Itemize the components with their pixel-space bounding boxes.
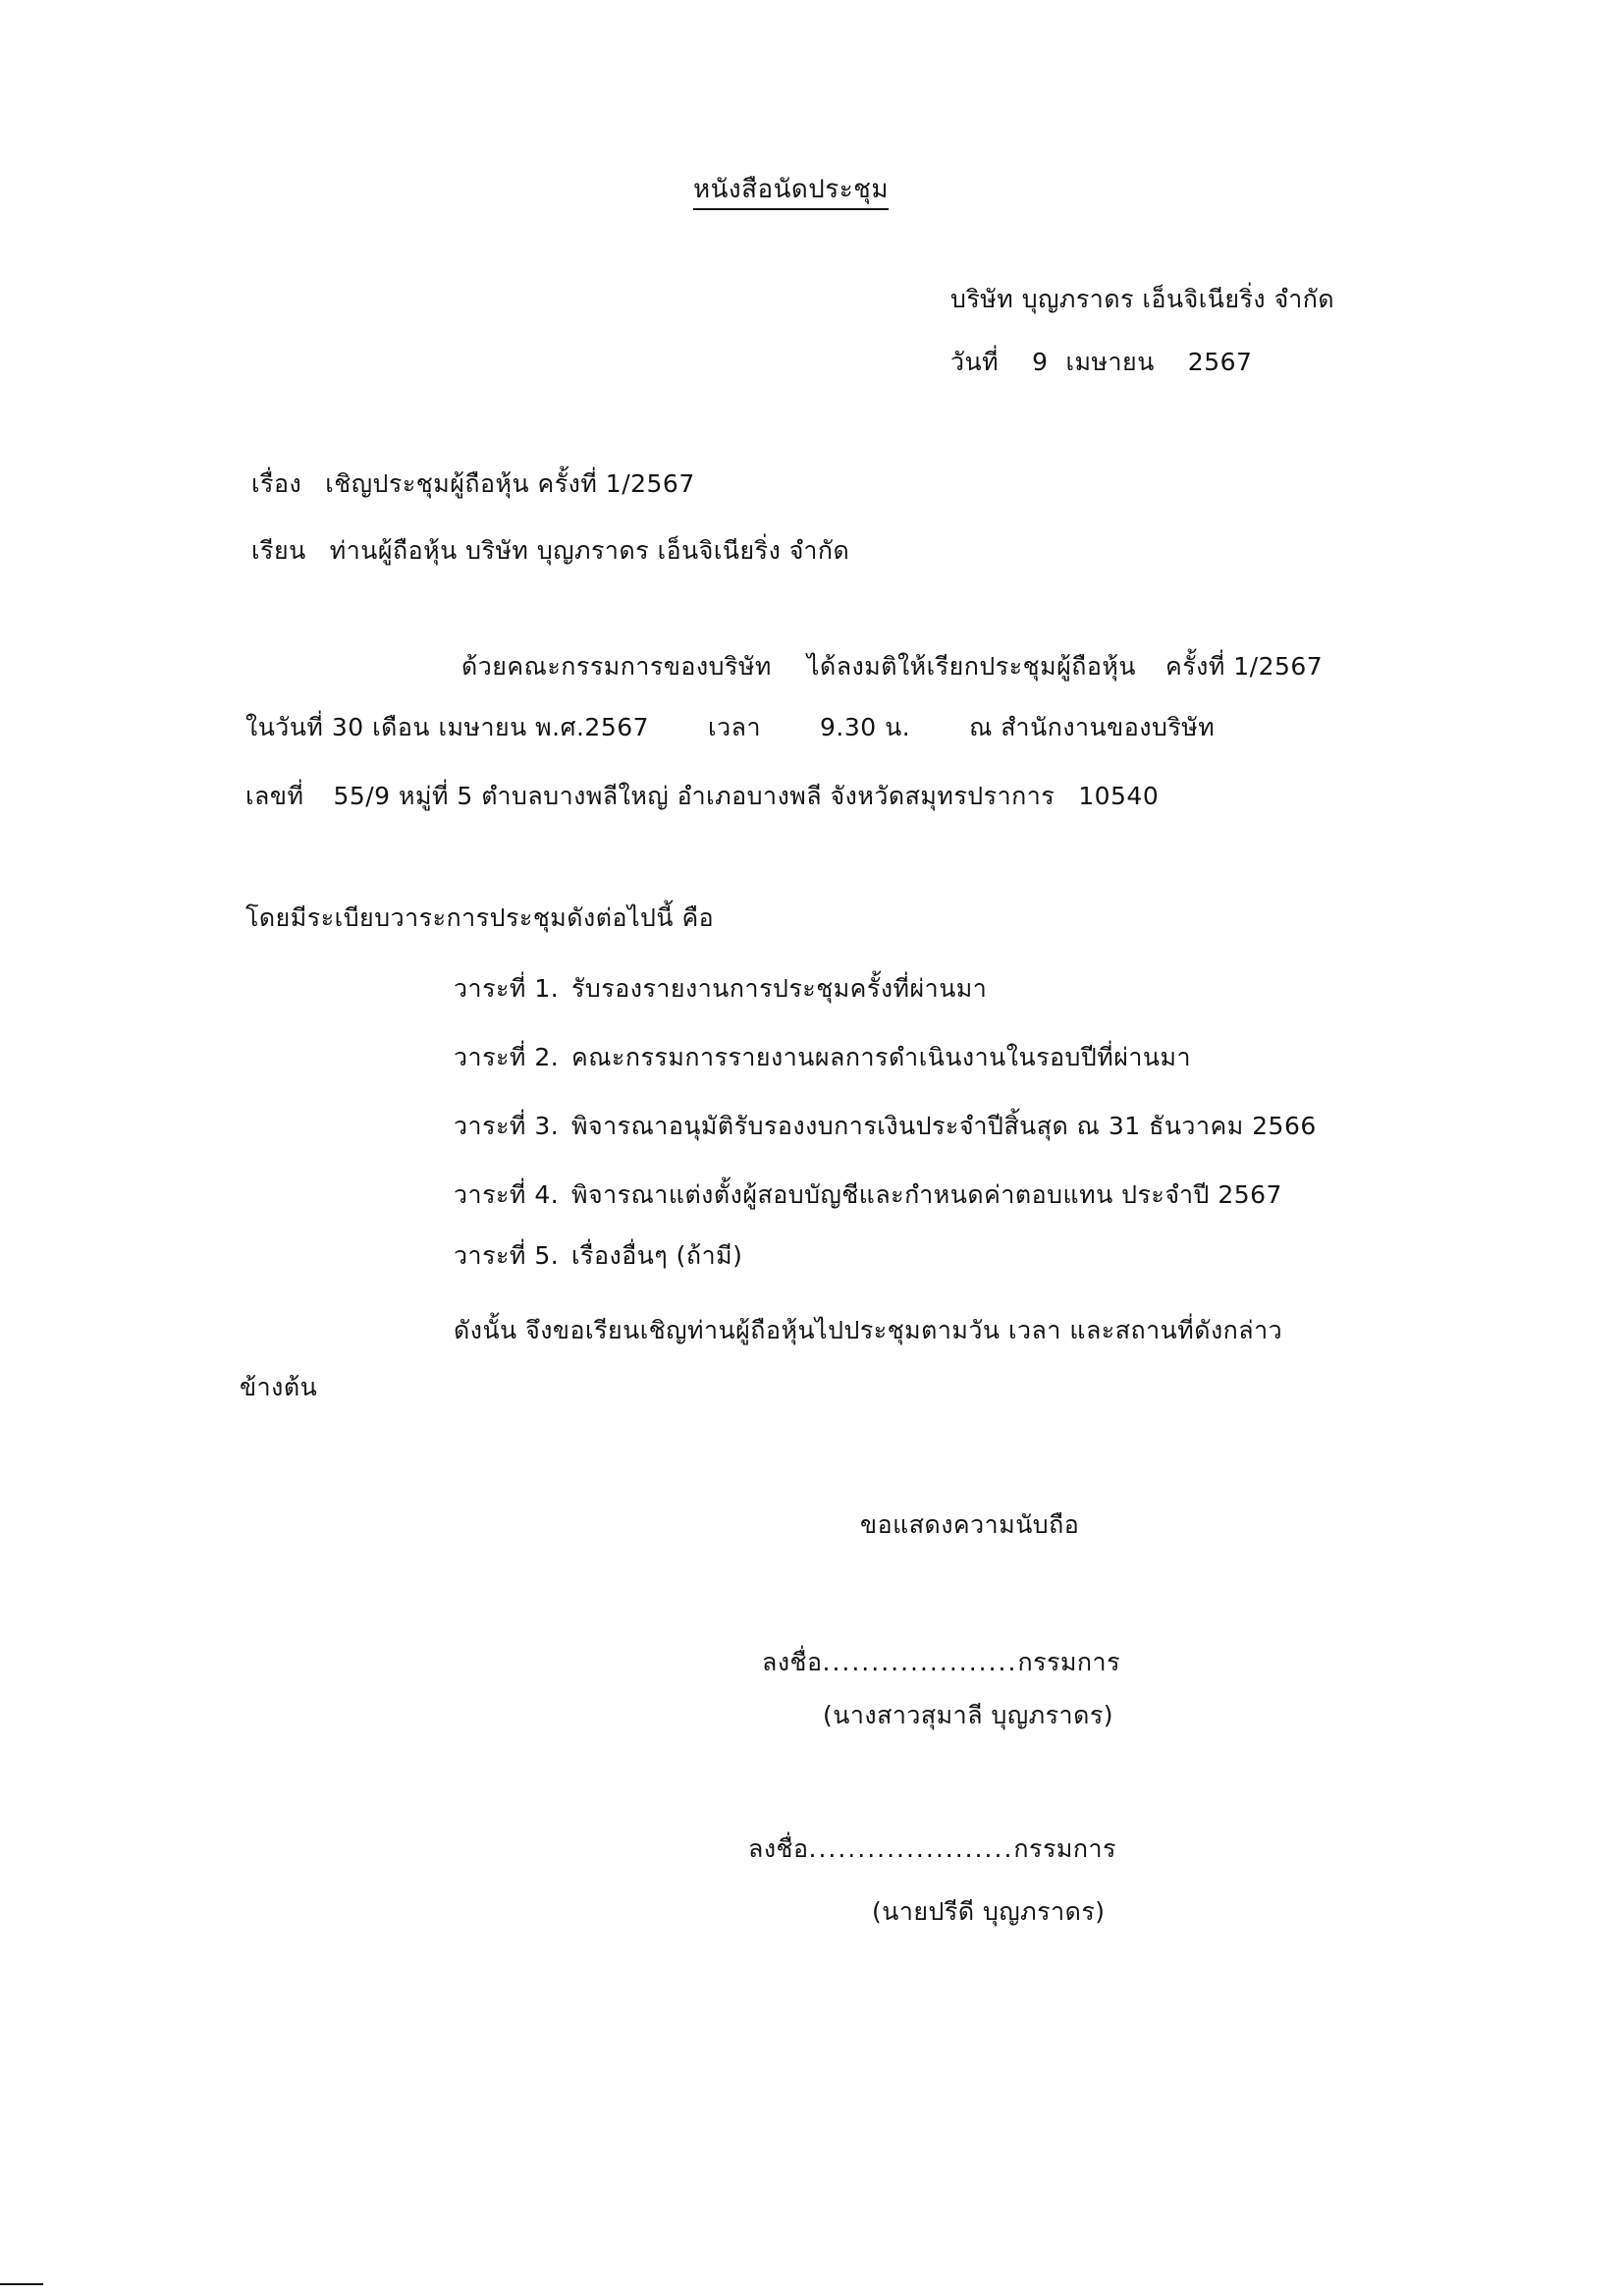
signature-dots: .................... bbox=[822, 1648, 1018, 1676]
agenda-text: พิจารณาอนุมัติรับรองงบการเงินประจำปีสิ้นสุด ณ 31 ธันวาคม 2566 bbox=[571, 1112, 1317, 1140]
recipient-label: เรียน bbox=[251, 536, 306, 565]
recipient-text: ท่านผู้ถือหุ้น บริษัท บุญภราดร เอ็นจิเนียริ่ง จำกัด bbox=[329, 536, 850, 565]
agenda-number: วาระที่ 5. bbox=[454, 1241, 560, 1270]
body-line-1-part-b: ได้ลงมติให้เรียกประชุมผู้ถือหุ้น bbox=[806, 652, 1136, 681]
agenda-item-4 bbox=[454, 1178, 1282, 1212]
signature-line-2 bbox=[748, 1832, 1116, 1866]
agenda-text: เรื่องอื่นๆ (ถ้ามี) bbox=[571, 1241, 743, 1270]
signatory-name-2: (นายปรีดี บุญภราดร) bbox=[872, 1897, 1106, 1926]
document-title: หนังสือนัดประชุม bbox=[693, 173, 889, 210]
body-line-3-part-b: 55/9 หมู่ที่ 5 ตำบลบางพลีใหญ่ อำเภอบางพลี จังหวัดสมุทรปราการ bbox=[333, 782, 1056, 810]
agenda-item-3 bbox=[454, 1110, 1317, 1143]
agenda-text: คณะกรรมการรายงานผลการดำเนินงานในรอบปีที่ผ่านมา bbox=[571, 1043, 1192, 1071]
signature-label: ลงชื่อ bbox=[748, 1834, 809, 1863]
company-header: บริษัท บุญภราดร เอ็นจิเนียริ่ง จำกัด bbox=[950, 285, 1335, 313]
agenda-intro: โดยมีระเบียบวาระการประชุมดังต่อไปนี้ คือ bbox=[245, 903, 715, 932]
agenda-number: วาระที่ 3. bbox=[454, 1112, 560, 1140]
body-line-2-part-c: 9.30 น. bbox=[820, 713, 911, 741]
agenda-text: พิจารณาแต่งตั้งผู้สอบบัญชีและกำหนดค่าตอบแทน ประจำปี 2567 bbox=[571, 1180, 1282, 1209]
agenda-number: วาระที่ 2. bbox=[454, 1043, 560, 1071]
body-line-3-part-c: 10540 bbox=[1078, 782, 1160, 810]
agenda-text: รับรองรายงานการประชุมครั้งที่ผ่านมา bbox=[571, 974, 988, 1003]
signature-role: กรรมการ bbox=[1013, 1834, 1116, 1863]
document-date bbox=[950, 346, 1252, 379]
date-year: 2567 bbox=[1187, 348, 1253, 376]
subject-label: เรื่อง bbox=[251, 469, 302, 498]
signatory-name-1: (นางสาวสุมาลี บุญภราดร) bbox=[823, 1701, 1113, 1729]
signature-line-1 bbox=[762, 1646, 1120, 1679]
body-line-2-part-b: เวลา bbox=[708, 713, 761, 741]
date-day: 9 bbox=[1032, 348, 1049, 376]
body-line-1-part-c: ครั้งที่ 1/2567 bbox=[1164, 652, 1324, 681]
agenda-item-1 bbox=[454, 972, 987, 1006]
recipient-line bbox=[251, 534, 849, 568]
agenda-number: วาระที่ 4. bbox=[454, 1180, 560, 1209]
closing-line-1: ดังนั้น จึงขอเรียนเชิญท่านผู้ถือหุ้นไปประชุมตามวัน เวลา และสถานที่ดังกล่าว bbox=[454, 1316, 1283, 1344]
signature-role: กรรมการ bbox=[1017, 1648, 1121, 1676]
agenda-item-2 bbox=[454, 1041, 1191, 1074]
body-line-1-part-a: ด้วยคณะกรรมการของบริษัท bbox=[461, 652, 772, 681]
subject-text: เชิญประชุมผู้ถือหุ้น ครั้งที่ 1/2567 bbox=[325, 469, 695, 498]
body-line-3-part-a: เลขที่ bbox=[245, 782, 304, 810]
subject-line bbox=[251, 467, 695, 501]
signature-dots: ..................... bbox=[808, 1834, 1014, 1863]
body-line-2 bbox=[245, 711, 1215, 744]
body-line-2-part-d: ณ สำนักงานของบริษัท bbox=[969, 713, 1216, 741]
body-line-1 bbox=[461, 650, 1323, 683]
agenda-item-5 bbox=[454, 1239, 742, 1273]
scan-edge-mark bbox=[0, 2283, 43, 2285]
date-month: เมษายน bbox=[1065, 348, 1155, 376]
closing-line-2: ข้างต้น bbox=[240, 1373, 318, 1401]
body-line-3 bbox=[245, 780, 1159, 813]
regards-line: ขอแสดงความนับถือ bbox=[860, 1510, 1080, 1539]
signature-label: ลงชื่อ bbox=[762, 1648, 823, 1676]
body-line-2-part-a: ในวันที่ 30 เดือน เมษายน พ.ศ.2567 bbox=[245, 713, 650, 741]
date-label: วันที่ bbox=[950, 348, 1000, 376]
agenda-number: วาระที่ 1. bbox=[454, 974, 560, 1003]
